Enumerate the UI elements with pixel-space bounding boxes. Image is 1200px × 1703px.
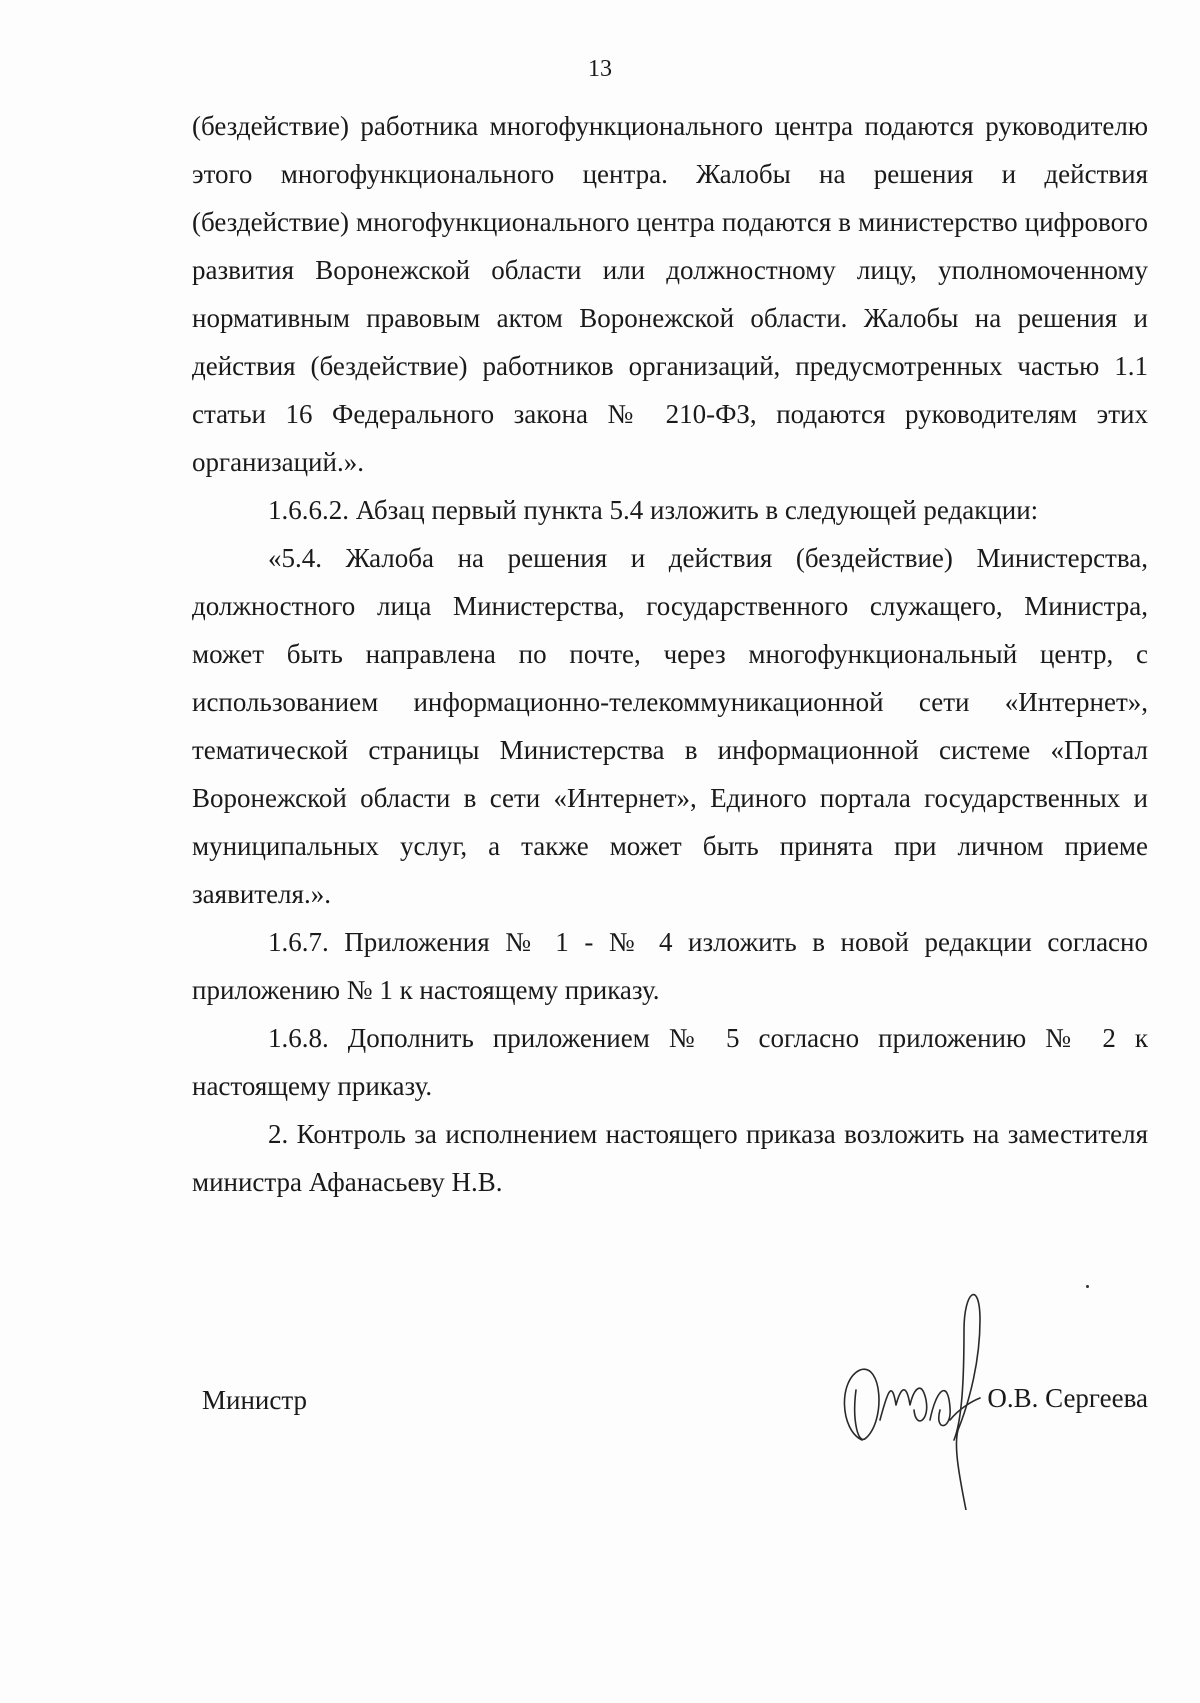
paragraph-continuation: (бездействие) работника многофункционального центра подаются руководителю этого многофункционального центра. Жалобы на решения и действия (бездействие) многофункционального центра подаются в министерство цифрового развития Воронежской области или должностному лицу, уполномоченному нормативным правовым актом Воронежской области. Жалобы на решения и действия (бездействие) работников организаций, предусмотренных частью 1.1 статьи 16 Федерального закона № 210-ФЗ, подаются руководителям этих организаций.». bbox=[192, 111, 1148, 477]
page-number: 13 bbox=[588, 56, 612, 82]
paragraph-5-4-quote: «5.4. Жалоба на решения и действия (бездействие) Министерства, должностного лица Министерства, государственного служащего, Министра, может быть направлена по почте, через многофункциональный центр, с использованием информационно-телекоммуникационной сети «Интернет», тематической страницы Министерства в информационной системе «Портал Воронежской области в сети «Интернет», Единого портала государственных и муниципальных услуг, а также может быть принята при личном приеме заявителя.». bbox=[192, 543, 1148, 909]
signature-block bbox=[192, 1370, 1148, 1430]
paragraph-1-6-7: 1.6.7. Приложения № 1 - № 4 изложить в новой редакции согласно приложению № 1 к настоящему приказу. bbox=[192, 927, 1148, 1005]
paragraph-1-6-6-2: 1.6.6.2. Абзац первый пункта 5.4 изложить в следующей редакции: bbox=[268, 495, 1039, 525]
document-body bbox=[192, 102, 1148, 1206]
signatory-title: Министр bbox=[202, 1385, 307, 1415]
scan-speck bbox=[1086, 1285, 1089, 1288]
paragraph-1-6-8: 1.6.8. Дополнить приложением № 5 согласно приложению № 2 к настоящему приказу. bbox=[192, 1023, 1148, 1101]
signatory-name: О.В. Сергеева bbox=[987, 1383, 1148, 1413]
paragraph-2-control: 2. Контроль за исполнением настоящего приказа возложить на заместителя министра Афанасьеву Н.В. bbox=[192, 1119, 1148, 1197]
